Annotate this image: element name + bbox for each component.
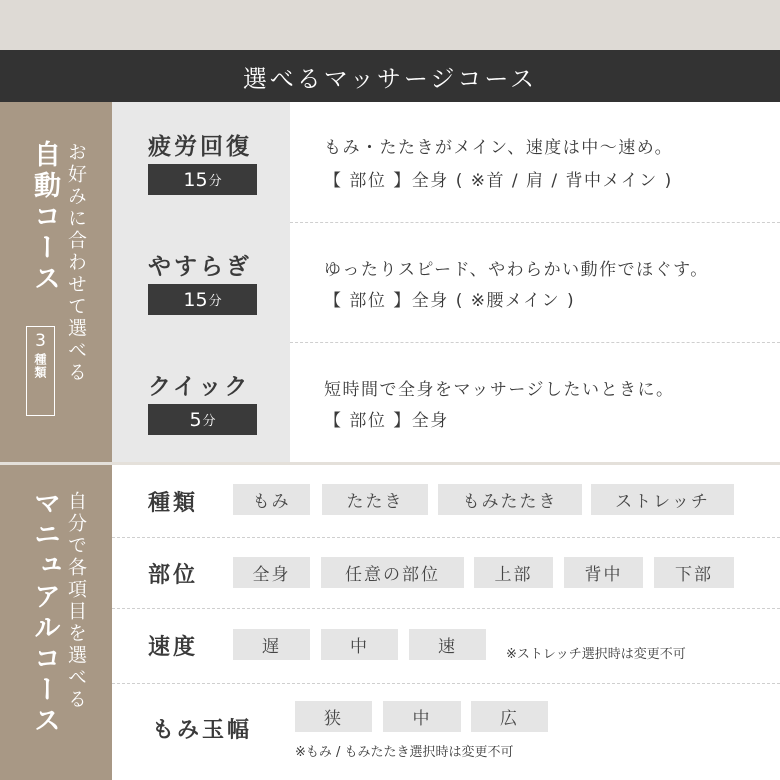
duration-badge xyxy=(148,404,257,435)
top-strip xyxy=(0,0,780,50)
option-chip[interactable]: 中 xyxy=(383,701,461,732)
duration-unit: 分 xyxy=(208,294,222,309)
page-title: 選べるマッサージコース xyxy=(0,50,780,102)
divider xyxy=(290,222,780,223)
course-description: ゆったりスピード、やわらかい動作でほぐす。 xyxy=(324,260,709,280)
course-name: クイック xyxy=(148,374,251,400)
duration-value: 5 xyxy=(189,408,202,431)
course-count-text: 種類 xyxy=(33,353,47,379)
auto-course-title: 自動コース xyxy=(29,140,60,295)
course-count-number: 3 xyxy=(35,331,46,351)
manual-course-subtitle: 自分で各項目を選べる xyxy=(65,491,87,711)
option-chip[interactable]: もみたたき xyxy=(438,484,582,515)
option-chip[interactable]: 上部 xyxy=(474,557,553,588)
divider xyxy=(112,537,780,538)
course-parts: 【 部位 】全身 ( ※腰メイン ) xyxy=(324,291,576,311)
duration-unit: 分 xyxy=(202,414,216,429)
option-label-area: 部位 xyxy=(148,563,199,588)
width-note: ※もみ / もみたたき選択時は変更不可 xyxy=(295,745,514,760)
course-parts: 【 部位 】全身 ( ※首 / 肩 / 背中メイン ) xyxy=(324,171,673,191)
course-count-badge xyxy=(26,326,55,416)
duration-unit: 分 xyxy=(208,174,222,189)
option-chip[interactable]: たたき xyxy=(322,484,428,515)
option-label-speed: 速度 xyxy=(148,635,199,660)
divider xyxy=(112,608,780,609)
course-description: 短時間で全身をマッサージしたいときに。 xyxy=(324,380,675,400)
course-name: やすらぎ xyxy=(148,254,252,280)
course-name: 疲労回復 xyxy=(148,134,252,160)
course-parts: 【 部位 】全身 xyxy=(324,411,449,431)
option-chip[interactable]: 速 xyxy=(409,629,486,660)
duration-value: 15 xyxy=(183,288,208,311)
option-chip[interactable]: 遅 xyxy=(233,629,310,660)
option-label-width: もみ玉幅 xyxy=(152,718,253,743)
manual-course-panel xyxy=(0,465,112,780)
option-chip[interactable]: 狭 xyxy=(295,701,372,732)
auto-course-subtitle: お好みに合わせて選べる xyxy=(65,142,87,384)
option-chip[interactable]: 下部 xyxy=(654,557,734,588)
option-chip[interactable]: もみ xyxy=(233,484,310,515)
option-chip[interactable]: 背中 xyxy=(564,557,643,588)
option-chip[interactable]: ストレッチ xyxy=(591,484,734,515)
option-chip[interactable]: 広 xyxy=(471,701,548,732)
divider xyxy=(290,342,780,343)
duration-badge xyxy=(148,164,257,195)
duration-badge xyxy=(148,284,257,315)
auto-course-panel xyxy=(0,102,112,462)
option-chip[interactable]: 中 xyxy=(321,629,398,660)
option-label-type: 種類 xyxy=(148,491,199,516)
speed-note: ※ストレッチ選択時は変更不可 xyxy=(506,647,686,662)
divider xyxy=(112,683,780,684)
option-chip[interactable]: 任意の部位 xyxy=(321,557,464,588)
course-description: もみ・たたきがメイン、速度は中〜速め。 xyxy=(324,138,674,158)
section-separator xyxy=(0,462,780,465)
option-chip[interactable]: 全身 xyxy=(233,557,310,588)
manual-course-title: マニュアルコース xyxy=(29,489,60,737)
duration-value: 15 xyxy=(183,168,208,191)
